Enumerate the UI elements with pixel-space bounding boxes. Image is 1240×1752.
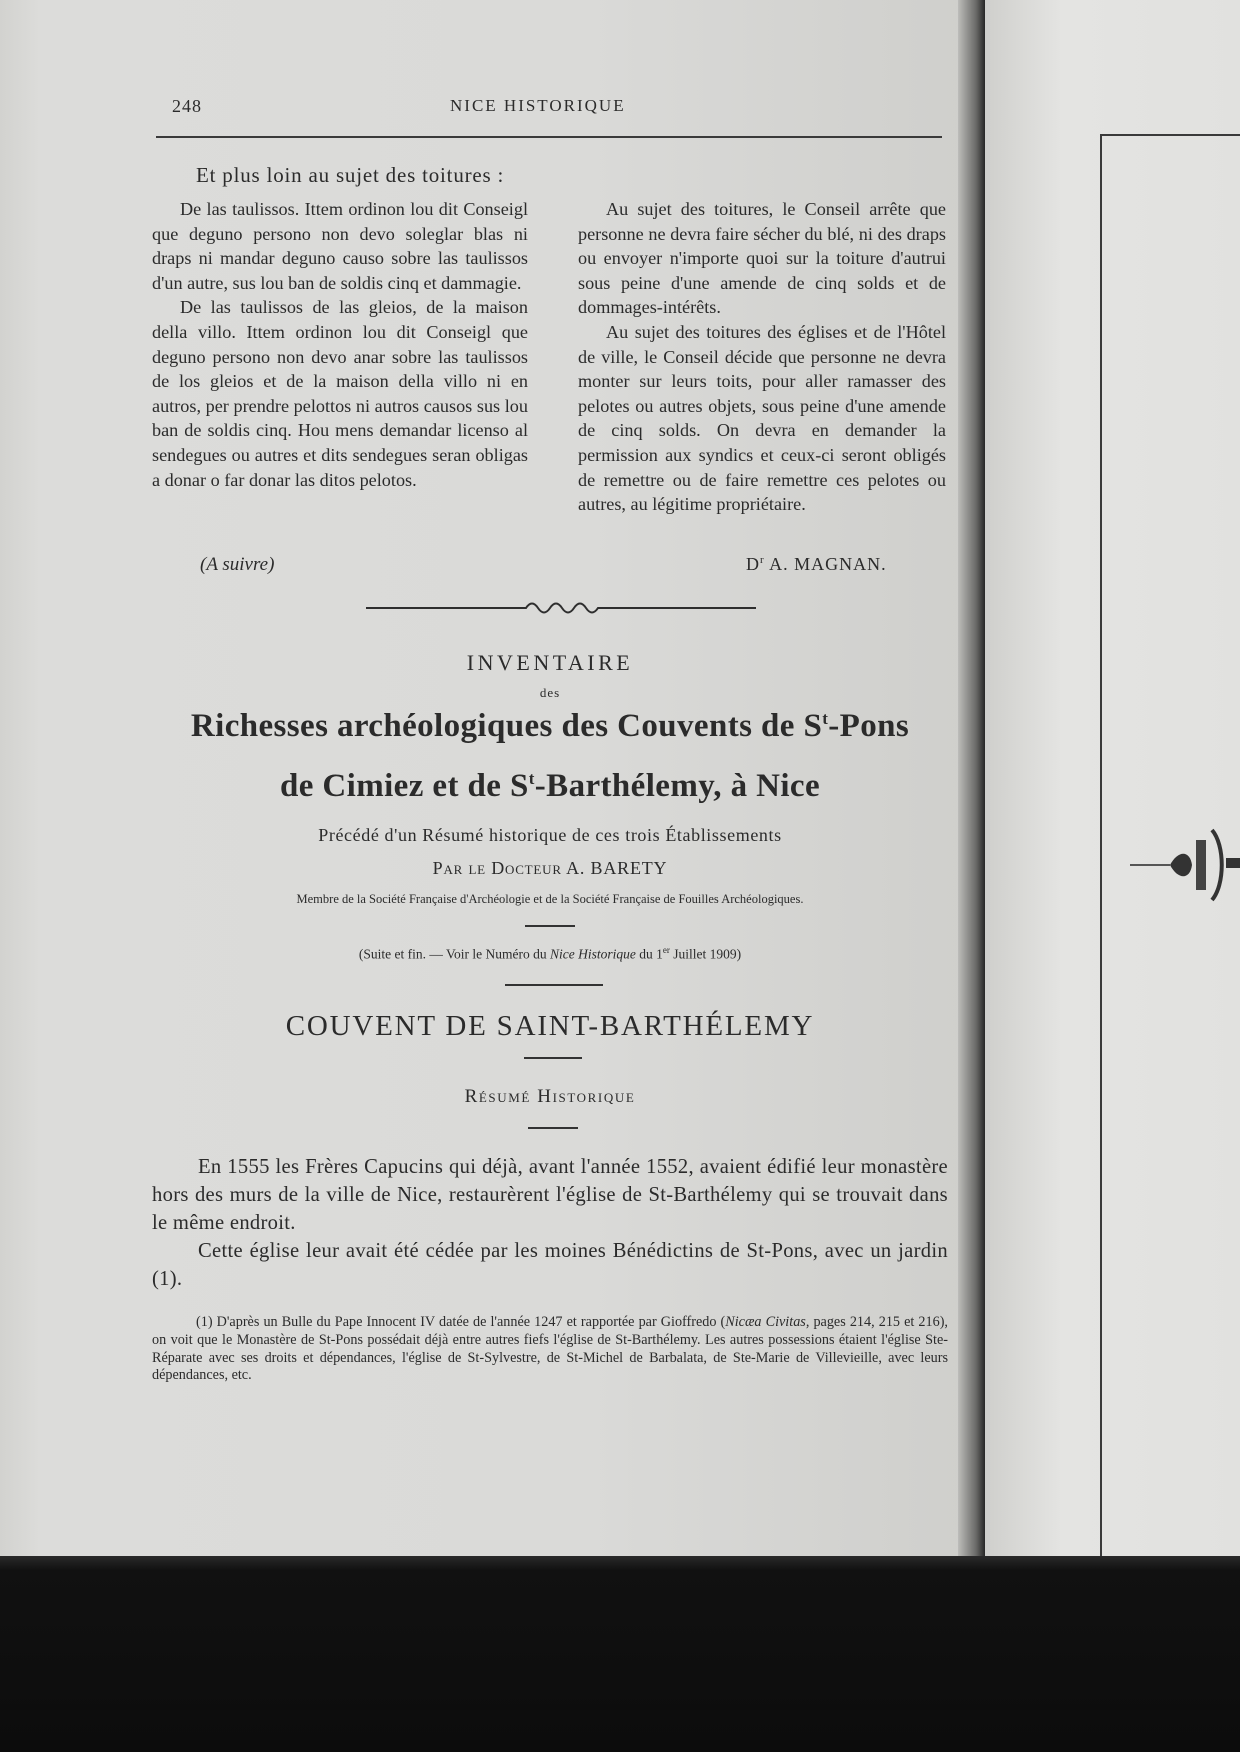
continuation-note [150, 945, 950, 963]
right-paragraph-2: Au sujet des toitures des églises et de l'Hôtel de ville, le Conseil décide que personne ne devra monter sur leurs toits, pour aller ramasser des pelotes ou autres objets, sous peine d'une amende de cinq solds. On devra en demander la permission aux syndics et ceux-ci seront obligés de remettre ou de faire remettre ces pelotes ou autres, au légitime propriétaire. [578, 321, 946, 515]
title-2-sup: t [528, 769, 535, 788]
short-rule [528, 1127, 578, 1129]
body-paragraph-2-text: Cette église leur avait été cédée par les moines Bénédictins de St-Pons, avec un jardin [198, 1240, 948, 1262]
intro-line: Et plus loin au sujet des toitures : [196, 163, 505, 187]
left-paragraph-1: De las taulissos. Ittem ordinon lou dit Conseigl que deguno persono non devo soleglar blas ni draps ni mandar deguno causo sobre las taulissos d'un autre, sus lou ban de soldis cinq et dammagie. [152, 199, 528, 293]
journal-title: NICE HISTORIQUE [450, 96, 626, 115]
suite-part-b: du 1 [635, 946, 663, 962]
des-connector: des [539, 685, 561, 700]
left-paragraph-2: De las taulissos de las gleios, de la maison della villo. Ittem ordinon lou dit Conseigl que deguno persono non devo anar sobre las taulissos de los gleios et de la maison della villo ni en autros, per prendre pelottos ni autros causos sus lou ban de soldis cinq. Hou mens demandar licenso al sendegues ou autres et dits sendegues seran obligas a donar o far donar las ditos pelotos. [152, 297, 528, 490]
header-rule [156, 136, 942, 138]
signature-prefix-sup: r [760, 554, 765, 566]
facing-page-ornament-icon [1130, 820, 1240, 910]
footnote-reference: (1) [152, 1268, 177, 1290]
section-subtitle: Résumé Historique [464, 1086, 636, 1107]
footnote-text [152, 1314, 948, 1385]
footnote-part-a: (1) D'après un Bulle du Pape Innocent IV datée de l'année 1247 et rapportée par Gioffredo ( [196, 1314, 726, 1330]
page-number: 248 [172, 96, 202, 116]
body-paragraph-1: En 1555 les Frères Capucins qui déjà, avant l'année 1552, avaient édifié leur monastère hors des murs de la ville de Nice, restaurèrent l'église de St-Barthélemy qui se trouvait dans le même endroit. [152, 1156, 948, 1234]
author-signature [746, 554, 887, 575]
scanner-background [0, 1556, 1240, 1752]
short-rule [505, 984, 603, 986]
footnote-book-title: Nicæa Civitas [725, 1314, 806, 1330]
right-paragraph-1: Au sujet des toitures, le Conseil arrête que personne ne devra faire sécher du blé, ni des draps ou envoyer n'importe quoi sur la toiture d'autrui sous peine d'une amende de cinq solds et de dommages-intérêts. [578, 199, 946, 318]
signature-name: A. MAGNAN. [764, 554, 887, 574]
section-title: COUVENT DE SAINT-BARTHÉLEMY [285, 1010, 815, 1042]
ornamental-divider-icon [366, 600, 756, 614]
inventaire-heading: INVENTAIRE [466, 650, 634, 675]
body-text [152, 1153, 948, 1293]
footnote-part-b: , pages 214, 215 et 216), on voit que le Monastère de St-Pons possédait déjà entre autres fiefs l'église de St-Barthélemy. Les autres possessions étaient l'église Ste-Réparate avec ses droits et dépendances, l'église de St-Sylvestre, de St-Michel de Barbalata, de Ste-Marie de Villevieille, avec leurs dépendances, etc. [152, 1314, 948, 1384]
body-paragraph-2 [152, 1237, 948, 1293]
to-be-continued: (A suivre) [200, 554, 275, 575]
suite-part-a: (Suite et fin. — Voir le Numéro du [358, 946, 550, 962]
title-1-part-b: -Pons [828, 708, 910, 744]
running-head [150, 96, 950, 120]
title-1-part-a: Richesses archéologiques des Couvents de S [190, 708, 823, 744]
footnote [152, 1314, 948, 1385]
article-subtitle: Précédé d'un Résumé historique de ces trois Établissements [318, 825, 782, 845]
title-2-part-a: de Cimiez et de S [279, 768, 529, 804]
suite-journal-name: Nice Historique [549, 946, 636, 962]
short-rule [524, 1057, 582, 1059]
author-affiliation: Membre de la Société Française d'Archéologie et de la Société Française de Fouilles Archéologiques. [296, 892, 804, 906]
right-column-french [578, 197, 946, 517]
short-rule [525, 925, 575, 927]
article-title-line-2 [140, 768, 960, 805]
body-paragraph-2-end: . [176, 1268, 183, 1290]
suite-part-c: Juillet 1909) [669, 946, 742, 962]
signature-prefix: D [746, 554, 760, 574]
article-title-line-1 [140, 708, 960, 745]
title-2-part-b: -Barthélemy, à Nice [534, 768, 821, 804]
article-author: Par le Docteur A. BARETY [432, 858, 668, 878]
suite-sup: er [662, 945, 670, 955]
title-1-sup: t [822, 709, 829, 728]
left-column-occitan [152, 197, 528, 492]
